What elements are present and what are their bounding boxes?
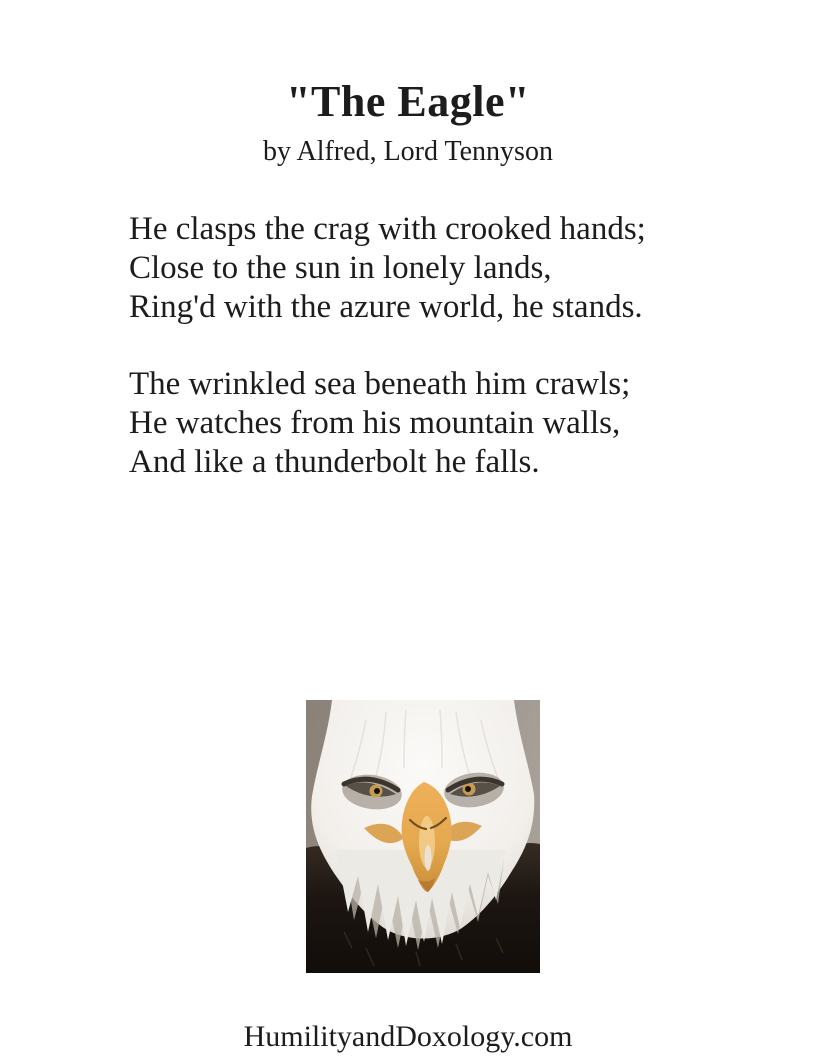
poem-stanza-1: [129, 210, 646, 326]
poem-title: "The Eagle": [286, 77, 530, 126]
poem-line: He watches from his mountain walls,: [129, 404, 621, 441]
poem-byline: by Alfred, Lord Tennyson: [263, 136, 553, 167]
poem-line: The wrinkled sea beneath him crawls;: [129, 366, 631, 403]
poem-body: [129, 210, 646, 520]
poem-line: Close to the sun in lonely lands,: [129, 249, 552, 286]
site-credit: HumilityandDoxology.com: [243, 1020, 573, 1053]
eagle-photo-graphic: [306, 700, 540, 973]
poem-line: And like a thunderbolt he falls.: [129, 443, 540, 480]
poem-line: He clasps the crag with crooked hands;: [129, 211, 646, 247]
poem-stanza-2: [129, 365, 646, 481]
eagle-photo: [306, 700, 540, 973]
poem-line: Ring'd with the azure world, he stands.: [129, 288, 643, 325]
